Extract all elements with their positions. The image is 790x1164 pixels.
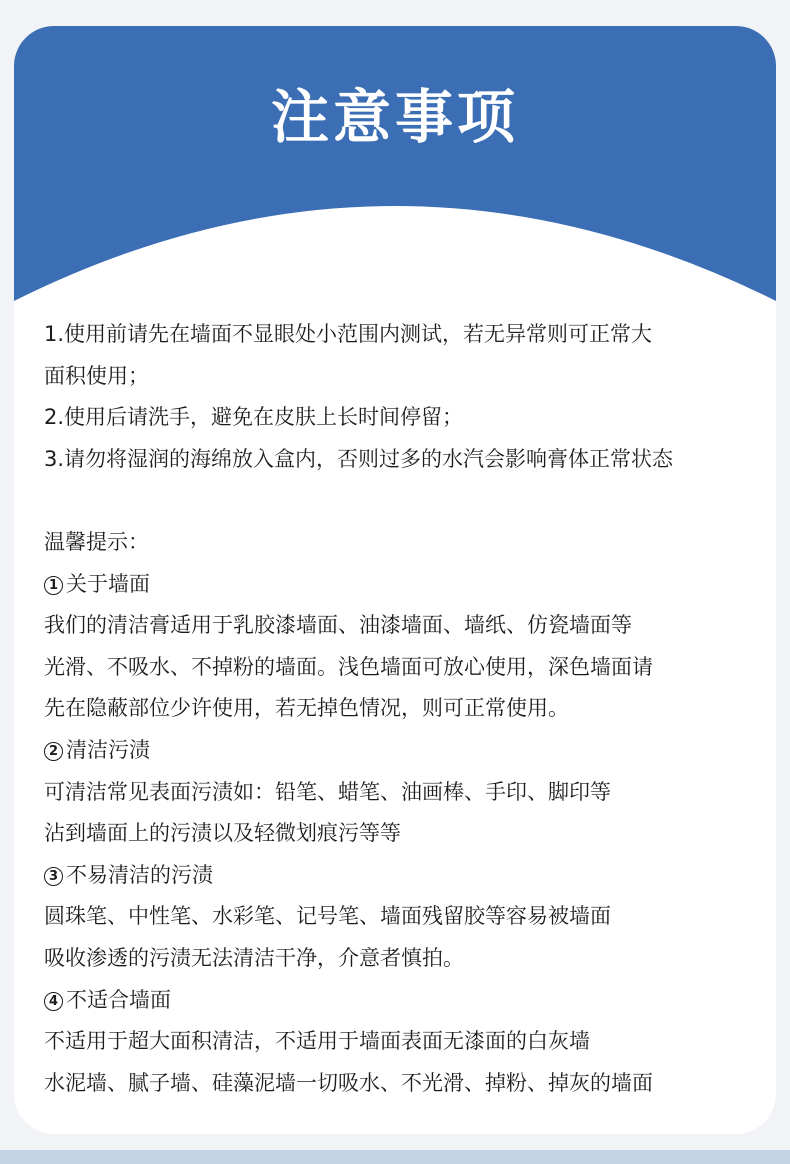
note-line: 3.请勿将湿润的海绵放入盒内，否则过多的水汽会影响膏体正常状态: [44, 446, 674, 471]
circled-number-badge: 2: [44, 742, 63, 761]
tip-line: 圆珠笔、中性笔、水彩笔、记号笔、墙面残留胶等容易被墙面: [44, 904, 611, 929]
note-line: 面积使用；: [44, 363, 149, 388]
tip-line: 光滑、不吸水、不掉粉的墙面。浅色墙面可放心使用，深色墙面请: [44, 654, 653, 679]
spacer: [44, 480, 774, 522]
tip-section-title: [44, 980, 774, 1022]
header-band: [14, 26, 776, 326]
tip-section-title-text: 关于墙面: [66, 571, 150, 596]
tip-line: 先在隐蔽部位少许使用，若无掉色情况，则可正常使用。: [44, 696, 569, 721]
tip-line: 沾到墙面上的污渍以及轻微划痕污等等: [44, 821, 401, 846]
note-line: 2.使用后请洗手，避免在皮肤上长时间停留；: [44, 405, 464, 430]
note-line: 1.使用前请先在墙面不显眼处小范围内测试，若无异常则可正常大: [44, 322, 653, 346]
tip-line: 可清洁常见表面污渍如：铅笔、蜡笔、油画棒、手印、脚印等: [44, 779, 611, 804]
tip-section-title: [44, 730, 774, 772]
header-wave-shape: [14, 26, 776, 326]
tip-line: 不适用于超大面积清洁，不适用于墙面表面无漆面的白灰墙: [44, 1029, 590, 1054]
notice-card: [14, 26, 776, 1134]
tip-line: 水泥墙、腻子墙、硅藻泥墙一切吸水、不光滑、掉粉、掉灰的墙面: [44, 1070, 653, 1095]
tip-section-title: [44, 855, 774, 897]
tip-section-title-text: 不易清洁的污渍: [66, 862, 213, 887]
bottom-strip: [0, 1150, 790, 1164]
circled-number-badge: 4: [44, 992, 63, 1011]
tip-section-title-text: 不适合墙面: [66, 987, 171, 1012]
circled-number-badge: 1: [44, 576, 63, 595]
page-title: 注意事项: [270, 83, 519, 151]
circled-number-badge: 3: [44, 867, 63, 886]
tip-line: 我们的清洁膏适用于乳胶漆墙面、油漆墙面、墙纸、仿瓷墙面等: [44, 613, 632, 638]
notes-content: [44, 314, 774, 1104]
tip-line: 吸收渗透的污渍无法清洁干净，介意者慎拍。: [44, 945, 464, 970]
tips-heading: 温馨提示：: [44, 529, 149, 554]
tip-section-title: [44, 564, 774, 606]
tip-section-title-text: 清洁污渍: [66, 737, 150, 762]
